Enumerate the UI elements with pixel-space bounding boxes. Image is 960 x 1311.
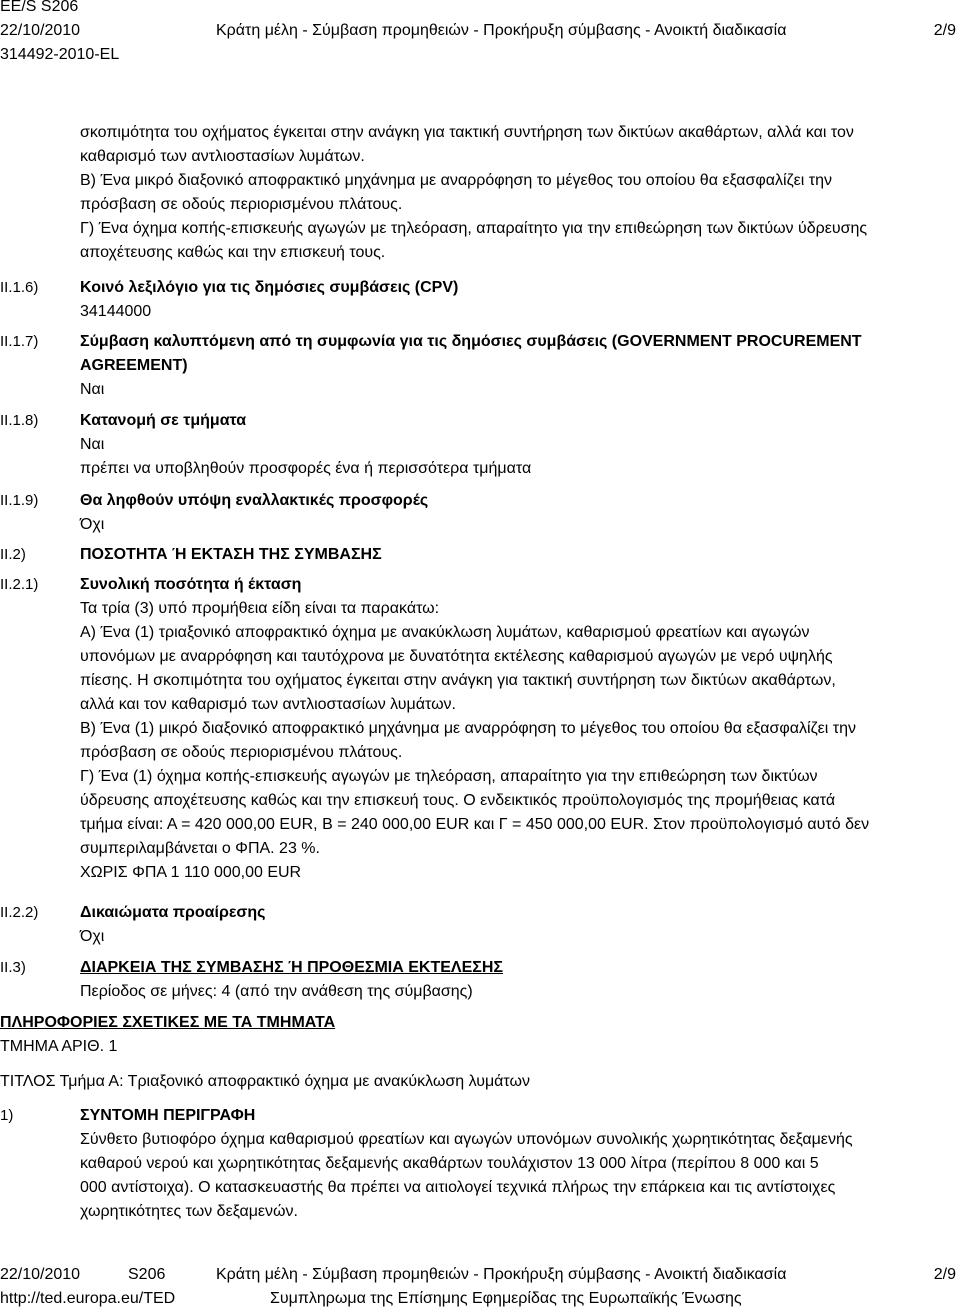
section-note: πρέπει να υποβληθούν προσφορές ένα ή περισσότερα τμήματα [80, 460, 532, 477]
lot-title-block [0, 1070, 950, 1094]
section-heading: Κοινό λεξιλόγιο για τις δημόσιες συμβάσεις (CPV) [80, 279, 459, 296]
section-heading: Σύμβαση καλυπτόμενη από τη συμφωνία για τις δημόσιες συμβάσεις (GOVERNMENT PROCUREMENT [80, 333, 862, 350]
paragraph-line: Γ) Ένα (1) όχημα κοπής-επισκευής αγωγών με τηλεόραση, απαραίτητο για την επιθεώρηση των δικτύων [80, 768, 818, 785]
footer-code: S206 [128, 1266, 166, 1283]
paragraph-line: 000 αντίστοιχα). Ο κατασκευαστής θα πρέπει να αιτιολογεί τεχνικά πλήρως την επάρκεια και τις αντίστοιχες [80, 1179, 836, 1196]
short-description [80, 1104, 950, 1224]
section-value: Όχι [80, 928, 105, 945]
item-heading: ΣΥΝΤΟΜΗ ΠΕΡΙΓΡΑΦΗ [80, 1107, 256, 1124]
footer-page-number: 2/9 [933, 1266, 956, 1283]
lots-heading: ΠΛΗΡΟΦΟΡΙΕΣ ΣΧΕΤΙΚΕΣ ΜΕ ΤΑ ΤΜΗΜΑΤΑ [0, 1014, 336, 1031]
item-number: 1) [0, 1107, 14, 1124]
section-variants [80, 489, 950, 537]
paragraph-line: Β) Ένα μικρό διαξονικό αποφρακτικό μηχάνημα με αναρρόφηση το μέγεθος του οποίου θα εξασφαλίζει την [80, 172, 832, 189]
section-number: II.1.8) [0, 412, 39, 429]
lots-info [0, 1011, 950, 1059]
section-heading: AGREEMENT) [80, 357, 188, 374]
section-heading: Συνολική ποσότητα ή έκταση [80, 576, 302, 593]
continued-description [80, 121, 950, 265]
footer-publication: Συμπληρωμα της Επίσημης Εφημερίδας της Ευρωπαϊκής Ένωσης [270, 1290, 742, 1307]
paragraph-line: ύδρευσης αποχέτευσης καθώς και την επισκευή τους. Ο ενδεικτικός προϋπολογισμός της προμήθειας κατά [80, 792, 836, 809]
paragraph-line: υπονόμων με αναρρόφηση και ταυτόχρονα με δυνατότητα εκτέλεσης καθαρισμού αγωγών με νερό υψηλής [80, 648, 833, 665]
section-heading: Κατανομή σε τμήματα [80, 412, 247, 429]
section-number: II.2.2) [0, 904, 39, 921]
paragraph-line: αλλά και τον καθαρισμό των αντλιοστασίων λυμάτων. [80, 696, 456, 713]
section-value: Ναι [80, 436, 105, 453]
paragraph-line: πίεσης. Η σκοπιμότητα του οχήματος έγκειται στην ανάγκη για τακτική συντήρηση των δικτύων ακαθάρτων, [80, 672, 836, 689]
section-lots-division [80, 409, 950, 481]
section-value: Ναι [80, 381, 105, 398]
paragraph-line: συμπεριλαμβάνεται ο ΦΠΑ. 23 %. [80, 840, 320, 857]
section-heading: ΠΟΣΟΤΗΤΑ Ή ΕΚΤΑΣΗ ΤΗΣ ΣΥΜΒΑΣΗΣ [80, 546, 382, 563]
section-heading: Θα ληφθούν υπόψη εναλλακτικές προσφορές [80, 492, 429, 509]
header-date: 22/10/2010 [0, 22, 81, 39]
paragraph-line: σκοπιμότητα του οχήματος έγκειται στην ανάγκη για τακτική συντήρηση των δικτύων ακαθάρτων, αλλά και τον [80, 124, 854, 141]
section-value: 34144000 [80, 303, 152, 320]
section-heading: ΔΙΑΡΚΕΙΑ ΤΗΣ ΣΥΜΒΑΣΗΣ Ή ΠΡΟΘΕΣΜΙΑ ΕΚΤΕΛΕΣΗΣ [80, 959, 504, 976]
section-number: II.3) [0, 959, 26, 976]
doc-code: EE/S S206 [0, 0, 79, 15]
lot-number: ΤΜΗΜΑ ΑΡΙΘ. 1 [0, 1038, 118, 1055]
paragraph-line: πρόσβαση σε οδούς περιορισμένου πλάτους. [80, 744, 403, 761]
footer-title: Κράτη μέλη - Σύμβαση προμηθειών - Προκήρυξη σύμβασης - Ανοικτή διαδικασία [216, 1266, 787, 1283]
footer-date: 22/10/2010 [0, 1266, 81, 1283]
paragraph-line: καθαρισμό των αντλιοστασίων λυμάτων. [80, 148, 365, 165]
header-title: Κράτη μέλη - Σύμβαση προμηθειών - Προκήρυξη σύμβασης - Ανοικτή διαδικασία [216, 22, 787, 39]
section-number: II.1.9) [0, 492, 39, 509]
page-header [0, 0, 960, 70]
section-number: II.2) [0, 546, 26, 563]
section-number: II.2.1) [0, 576, 39, 593]
footer-url[interactable] [0, 1288, 175, 1310]
paragraph-line: πρόσβαση σε οδούς περιορισμένου πλάτους. [80, 196, 403, 213]
section-options [80, 901, 950, 949]
paragraph-line: καθαρού νερού και χωρητικότητας δεξαμενής ακαθάρτων τουλάχιστον 13 000 λίτρα (περίπου 8 000 και 5 [80, 1155, 819, 1172]
section-total-quantity [80, 573, 950, 885]
paragraph-line: αποχέτευσης καθώς και την επισκευή τους. [80, 244, 386, 261]
section-cpv [80, 276, 950, 324]
paragraph-line: Β) Ένα (1) μικρό διαξονικό αποφρακτικό μηχάνημα με αναρρόφηση το μέγεθος του οποίου θα εξασφαλίζει την [80, 720, 856, 737]
section-quantity [80, 543, 950, 567]
doc-id: 314492-2010-EL [0, 46, 120, 63]
section-heading: Δικαιώματα προαίρεσης [80, 904, 266, 921]
section-value: Περίοδος σε μήνες: 4 (από την ανάθεση της σύμβασης) [80, 983, 473, 1000]
paragraph-line: Σύνθετο βυτιοφόρο όχημα καθαρισμού φρεατίων και αγωγών υπονόμων συνολικής χωρητικότητας δεξαμενής [80, 1131, 853, 1148]
page-footer [0, 1262, 960, 1311]
section-number: II.1.6) [0, 279, 39, 296]
paragraph-line: ΧΩΡΙΣ ΦΠΑ 1 110 000,00 EUR [80, 864, 302, 881]
section-duration [80, 956, 950, 1004]
paragraph-line: Γ) Ένα όχημα κοπής-επισκευής αγωγών με τηλεόραση, απαραίτητο για την επιθεώρηση των δικτύων ύδρευσης [80, 220, 868, 237]
lot-title: ΤΙΤΛΟΣ Τμήμα Α: Τριαξονικό αποφρακτικό όχημα με ανακύκλωση λυμάτων [0, 1073, 531, 1090]
ted-link[interactable]: http://ted.europa.eu/TED [0, 1290, 176, 1307]
paragraph-line: χωρητικότητες των δεξαμενών. [80, 1203, 298, 1220]
section-gpa [80, 330, 950, 402]
section-value: Όχι [80, 516, 105, 533]
paragraph-line: Α) Ένα (1) τριαξονικό αποφρακτικό όχημα με ανακύκλωση λυμάτων, καθαρισμού φρεατίων και αγωγών [80, 624, 810, 641]
header-page-number: 2/9 [933, 22, 956, 39]
paragraph-line: τμήμα είναι: Α = 420 000,00 EUR, Β = 240 000,00 EUR και Γ = 450 000,00 EUR. Στον προϋπολογισμό αυτό δεν [80, 816, 870, 833]
paragraph-line: Τα τρία (3) υπό προμήθεια είδη είναι τα παρακάτω: [80, 600, 440, 617]
section-number: II.1.7) [0, 333, 39, 350]
